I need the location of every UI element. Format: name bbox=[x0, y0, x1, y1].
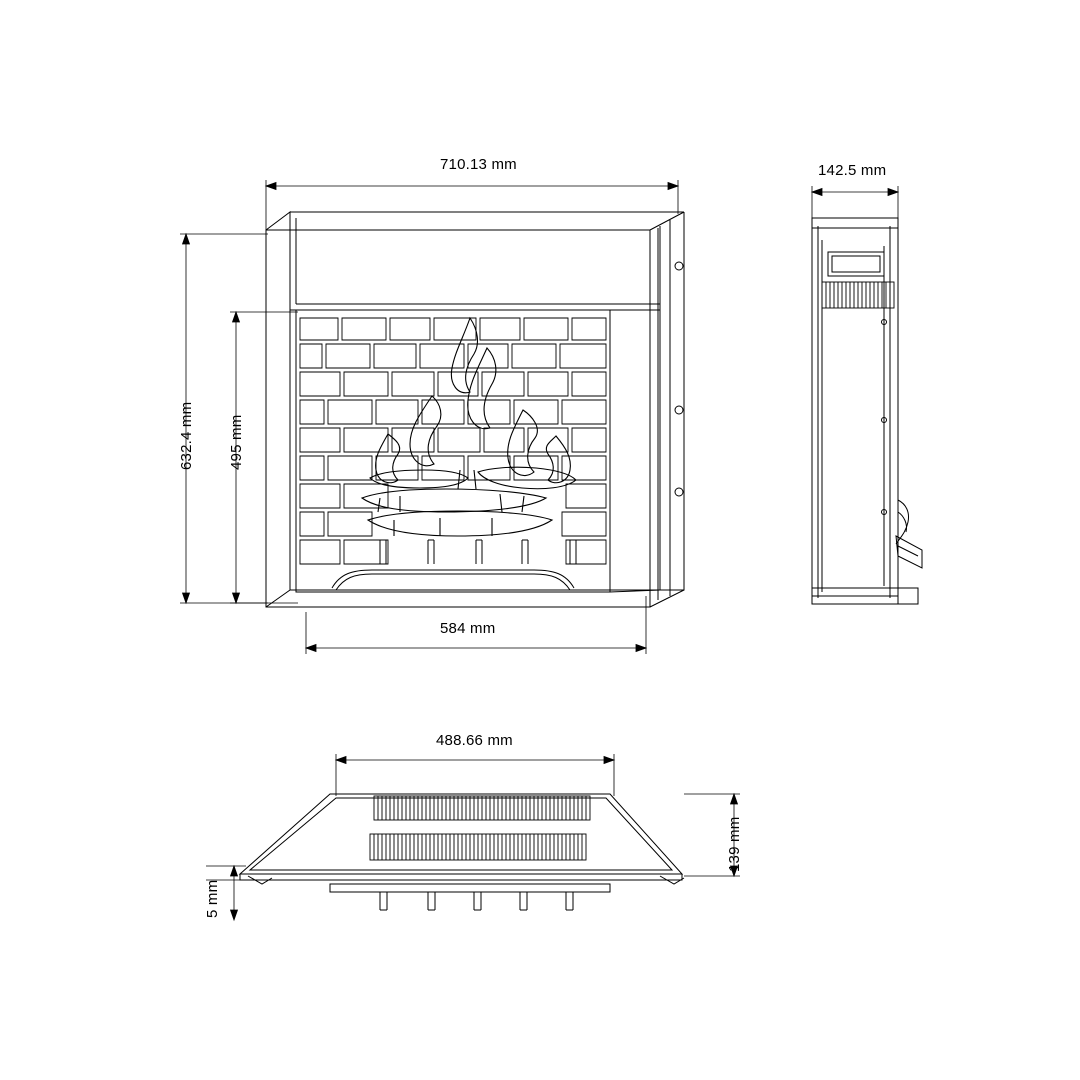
side-control-display-inner bbox=[832, 256, 880, 272]
top-vent-grille-upper bbox=[374, 796, 590, 820]
dim-side-depth-142 bbox=[812, 186, 898, 220]
front-mount-hole-top bbox=[675, 262, 683, 270]
front-lower-tray-inner bbox=[336, 574, 570, 590]
front-right-frame bbox=[290, 212, 684, 590]
top-flange-edge bbox=[240, 874, 682, 880]
top-burner-pins bbox=[380, 892, 573, 910]
side-view-group bbox=[812, 218, 922, 604]
side-foot-bracket bbox=[898, 588, 918, 604]
top-vent-grille-lower bbox=[370, 834, 586, 860]
front-top-right-bevel bbox=[650, 212, 684, 230]
front-mount-hole-middle bbox=[675, 406, 683, 414]
front-right-inner-wall bbox=[610, 310, 660, 592]
front-header-panel bbox=[290, 212, 660, 310]
front-lower-tray bbox=[332, 570, 574, 588]
front-log-set bbox=[362, 467, 576, 536]
side-vent-louvers bbox=[822, 282, 894, 308]
dim-label-side-depth: 142.5 mm bbox=[818, 162, 887, 179]
front-bottom-right-bevel bbox=[650, 590, 684, 607]
dim-top-width-488 bbox=[336, 754, 614, 796]
side-rear-bracket-line bbox=[898, 546, 918, 556]
top-burner-rail bbox=[330, 884, 610, 892]
dim-label-front-opening-height: 495 mm bbox=[228, 414, 245, 470]
front-firebox-opening bbox=[296, 310, 610, 592]
front-left-frame bbox=[266, 212, 290, 607]
front-burner-pins bbox=[380, 540, 576, 564]
dim-front-width-710 bbox=[266, 180, 678, 232]
dim-label-front-height: 632.4 mm bbox=[178, 401, 195, 470]
top-view-group bbox=[240, 794, 684, 910]
front-mount-hole-bottom bbox=[675, 488, 683, 496]
dim-label-front-width: 710.13 mm bbox=[440, 156, 517, 173]
dim-label-top-flange-thickness: 5 mm bbox=[204, 879, 221, 918]
dim-label-front-inner-width: 584 mm bbox=[440, 620, 496, 637]
dim-label-top-depth: 139 mm bbox=[726, 816, 743, 872]
dim-label-top-width: 488.66 mm bbox=[436, 732, 513, 749]
front-view-group bbox=[266, 212, 684, 607]
